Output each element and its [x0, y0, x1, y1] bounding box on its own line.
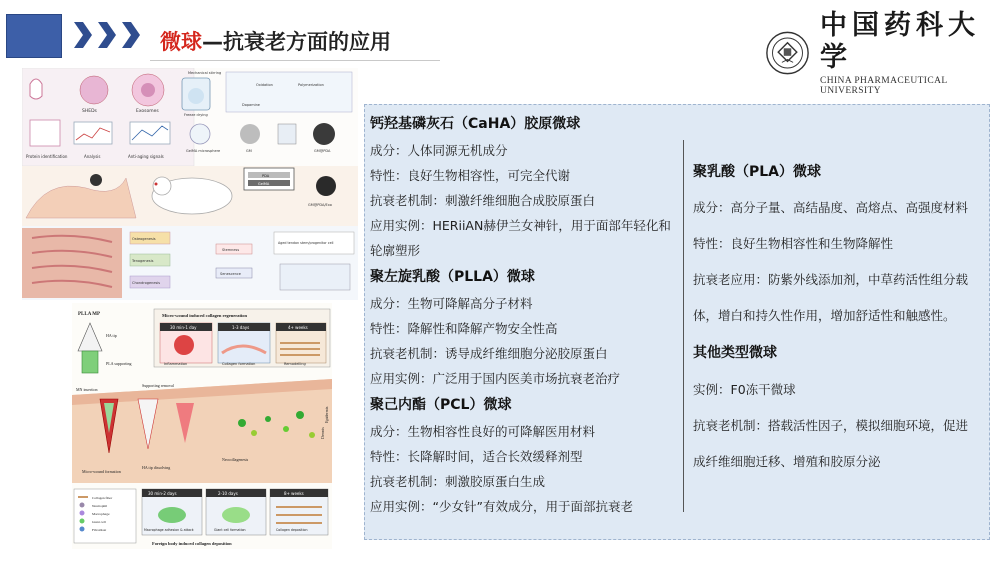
- caha-line: 轮廓塑形: [370, 243, 421, 258]
- label-exosomes: Exosomes: [136, 109, 159, 114]
- pcl-line: 抗衰老机制：刺激胶原蛋白生成: [370, 474, 546, 489]
- label-foreign-body-collagen: Foreign body induced collagen deposition: [152, 541, 232, 546]
- label-polymerization: Polymerization: [298, 83, 324, 87]
- label-giant-cell: Giant cell: [92, 520, 106, 524]
- university-logo: [765, 10, 1000, 96]
- label-micro-wound-regen: Micro-wound induced collagen regeneration: [162, 313, 247, 318]
- label-1-3days: 1-3 days: [232, 325, 250, 330]
- label-neutrophil: Neutrophil: [92, 504, 108, 508]
- label-dopamine: Dopamine: [242, 103, 260, 107]
- label-30min-2days: 30 min-2 days: [148, 491, 177, 496]
- logo-english-name: CHINA PHARMACEUTICAL UNIVERSITY: [820, 76, 948, 96]
- label-freeze-drying: Freeze drying: [184, 113, 208, 117]
- label-8weeks: 8+ weeks: [284, 491, 304, 496]
- university-seal-icon: [765, 29, 810, 77]
- label-mechanical-stirring: Mechanical stirring: [188, 71, 222, 75]
- label-supporting-removal: Supporting removal: [142, 383, 174, 388]
- label-aged-tendon-cell: Aged tendon stem/progenitor cell: [278, 241, 334, 245]
- label-collagen-fiber: Collagen fiber: [92, 496, 113, 500]
- pla-line: 成分：高分子量、高结晶度、高熔点、高强度材料: [693, 200, 969, 215]
- caha-line: 成分：人体同源无机成分: [370, 143, 508, 158]
- label-4weeks: 4+ weeks: [288, 325, 308, 330]
- caha-line: 抗衰老机制：刺激纤维细胞合成胶原蛋白: [370, 193, 596, 208]
- label-stemness: Stemness: [222, 248, 240, 252]
- label-analysis: Analysis: [84, 154, 101, 159]
- label-sheds: SHEDs: [82, 109, 97, 114]
- pla-line: 抗衰老应用：防紫外线添加剂，中草药活性组分载: [693, 272, 969, 287]
- label-epidermis: Epidermis: [324, 406, 329, 423]
- title-rest: —抗衰老方面的应用: [202, 30, 391, 54]
- page-title: [160, 26, 391, 56]
- section-heading-pla: 聚乳酸（PLA）微球: [693, 164, 822, 180]
- column-divider: [683, 140, 684, 512]
- plla-line: 抗衰老机制：诱导成纤维细胞分泌胶原蛋白: [370, 346, 608, 361]
- label-gm: GM: [246, 149, 252, 153]
- label-pda: PDA: [262, 174, 270, 178]
- label-2-10days: 2-10 days: [218, 491, 238, 496]
- label-senescence: Senescence: [220, 272, 241, 276]
- label-pla-supporting: PLA supporting: [106, 361, 132, 366]
- section-heading-caha: 钙羟基磷灰石（CaHA）胶原微球: [370, 116, 581, 132]
- label-chondrogenesis: Chondrogenesis: [132, 281, 161, 285]
- other-line: 成纤维细胞迁移、增殖和胶原分泌: [693, 454, 881, 469]
- pla-line: 特性：良好生物相容性和生物降解性: [693, 236, 894, 251]
- label-gm-pda-exo: GM@PDA/Exo: [308, 203, 332, 207]
- label-mn-insertion: MN insertion: [76, 387, 98, 392]
- label-collagen-formation: Collagen formation: [222, 362, 256, 366]
- label-gm-pda: GM@PDA: [314, 149, 331, 153]
- title-highlight: 微球: [160, 30, 202, 54]
- label-tenogenesis: Tenogenesis: [132, 259, 154, 263]
- chevron-arrows: [72, 20, 142, 50]
- label-anti-aging-signals: Anti-aging signals: [128, 154, 164, 159]
- bottom-schematic-figure: [72, 303, 332, 549]
- label-macrophage: Macrophage: [92, 512, 110, 516]
- label-giant-cell-formation: Giant cell formation: [214, 528, 246, 532]
- section-heading-pcl: 聚己内酯（PCL）微球: [370, 397, 512, 413]
- other-line: 抗衰老机制：搭载活性因子，模拟细胞环境，促进: [693, 418, 969, 433]
- top-schematic-figure: [22, 68, 358, 300]
- caha-line: 特性：良好生物相容性，可完全代谢: [370, 168, 571, 183]
- label-micro-wound-formation: Micro-wound formation: [82, 469, 121, 474]
- label-plla-mp: PLLA MP: [78, 312, 101, 317]
- other-line: 实例：F0冻干微球: [693, 382, 796, 397]
- label-fibroblast: Fibroblast: [92, 528, 107, 532]
- logo-chinese-name: 中国药科大学: [820, 10, 980, 73]
- label-inflammation: Inflammation: [164, 362, 188, 366]
- label-ha-tip-dissolving: HA tip dissolving: [142, 465, 171, 470]
- label-oxidation: Oxidation: [256, 83, 273, 87]
- plla-line: 特性：降解性和降解产物安全性高: [370, 321, 558, 336]
- section-heading-other: 其他类型微球: [693, 345, 777, 361]
- pla-line: 体，增白和持久性作用，增加舒适性和触感性。: [693, 308, 956, 323]
- title-divider: [150, 60, 440, 61]
- pcl-line: 应用实例：“少女针”有效成分，用于面部抗衰老: [370, 499, 633, 514]
- label-gelma-microsphere: GelMA microsphere: [186, 149, 221, 153]
- right-column: [693, 110, 988, 480]
- left-column: [370, 110, 680, 519]
- plla-line: 应用实例：广泛用于国内医美市场抗衰老治疗: [370, 371, 621, 386]
- label-collagen-deposition: Collagen deposition: [276, 528, 308, 532]
- label-osteogenesis: Osteogenesis: [132, 237, 156, 241]
- chevron-right-icon: [96, 20, 118, 50]
- label-neocollagenesis: Neocollagenesis: [222, 457, 249, 462]
- pcl-line: 成分：生物相容性良好的可降解医用材料: [370, 424, 596, 439]
- section-heading-plla: 聚左旋乳酸（PLLA）微球: [370, 269, 535, 285]
- label-remodelling: Remodelling: [284, 362, 306, 366]
- chevron-right-icon: [72, 20, 94, 50]
- pcl-line: 特性：长降解时间，适合长效缓释剂型: [370, 449, 583, 464]
- plla-line: 成分：生物可降解高分子材料: [370, 296, 533, 311]
- label-dermis: Dermis: [320, 427, 325, 439]
- corner-decoration-block: [6, 14, 62, 58]
- label-30min-1day: 30 min-1 day: [170, 325, 197, 330]
- label-gelma: GelMA: [258, 182, 270, 186]
- caha-line: 应用实例：HERiiAN赫伊兰女神针，用于面部年轻化和: [370, 218, 671, 233]
- chevron-right-icon: [120, 20, 142, 50]
- label-protein-identification: Protein identification: [26, 154, 68, 159]
- label-macrophage-adhesion: Macrophage adhesion & attack: [144, 528, 194, 532]
- label-ha-tip: HA tip: [106, 333, 117, 338]
